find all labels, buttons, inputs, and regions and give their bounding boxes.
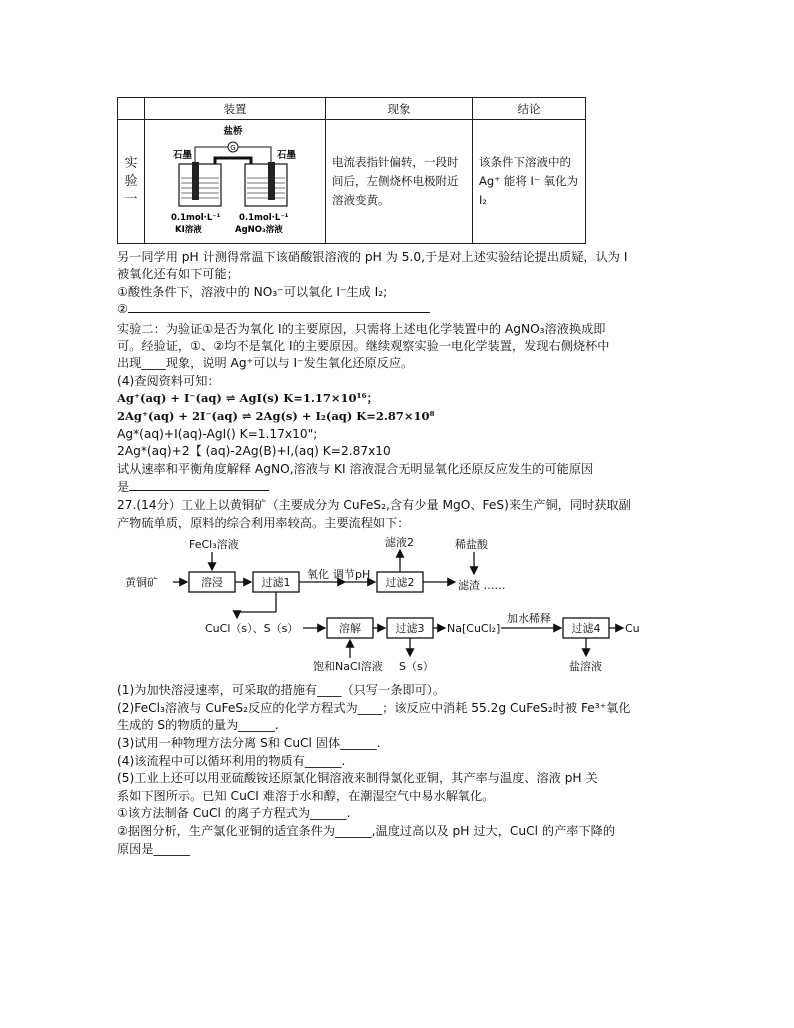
ocr-equation-one: Ag*(aq)+I(aq)-AgI() K=1.17x10"; bbox=[117, 427, 318, 441]
subquestion-3: (3)试用一种物理方法分离 S和 CuCl 固体______. bbox=[117, 736, 381, 750]
subquestion-5a: (5)工业上还可以用亚硫酸铵还原氯化铜溶液来制得氯化亚铜，其产率与温度、溶液 pH 关 bbox=[117, 771, 598, 785]
salt-bridge-label: 盐桥 bbox=[223, 126, 243, 137]
adjust-ph-label: 调节pH bbox=[333, 568, 371, 581]
possibility-one: ①酸性条件下，溶液中的 NO₃⁻可以氧化 I⁻生成 I₂; bbox=[117, 285, 388, 299]
phenomenon-cell bbox=[326, 120, 473, 244]
sulfur-label: S（s） bbox=[399, 660, 434, 673]
possibility-two bbox=[117, 302, 430, 317]
table-header-phenomenon: 现象 bbox=[326, 98, 473, 120]
dilute-acid-label: 稀盐酸 bbox=[455, 538, 488, 551]
oxidize-label: 氧化 bbox=[307, 568, 329, 581]
nacl-label: 饱和NaCl溶液 bbox=[313, 660, 383, 673]
explain-prompt: 试从速率和平衡角度解释 AgNO,溶液与 KI 溶液混合无明显氧化还原反应发生的可能原因 bbox=[117, 462, 594, 476]
table-row bbox=[118, 120, 586, 244]
electrochemical-cell-diagram bbox=[145, 120, 323, 240]
subquestion-2b: 生成的 S的物质的量为______. bbox=[117, 718, 279, 732]
subquestion-7b: 原因是______ bbox=[117, 842, 191, 856]
reference-data-heading: (4)查阅资料可知： bbox=[117, 374, 220, 388]
left-electrode-label: 石墨 bbox=[173, 150, 193, 161]
answer-blank bbox=[129, 490, 269, 491]
filter3-label: 过滤3 bbox=[395, 622, 425, 635]
paragraph-question-a: 另一同学用 pH 计测得常温下该硝酸银溶液的 pH 为 5.0,于是对上述实验结论提出质疑，认为 I bbox=[117, 250, 628, 264]
equilibrium-equation-one: Ag⁺(aq) + I⁻(aq) ⇌ AgI(s) K=1.17×10¹⁶； bbox=[117, 391, 379, 405]
filter4-label: 过滤4 bbox=[571, 622, 601, 635]
process-flow-diagram bbox=[117, 532, 657, 682]
ocr-equation-two: 2Ag*(aq)+2【 (aq)-2Ag(B)+I,(aq) K=2.87x10 bbox=[117, 444, 391, 458]
explain-answer-label: 是 bbox=[117, 480, 130, 494]
table-header-blank bbox=[118, 98, 145, 120]
paragraph-question-b: 被氧化还有如下可能； bbox=[117, 267, 239, 281]
table-header-apparatus: 装置 bbox=[145, 98, 326, 120]
equilibrium-equation-two: 2Ag⁺(aq) + 2I⁻(aq) ⇌ 2Ag(s) + I₂(aq) K=2.87×10⁸ bbox=[117, 409, 435, 423]
possibility-two-label: ② bbox=[117, 302, 128, 316]
left-beaker bbox=[179, 164, 221, 206]
question-27-intro-a: 27.(14分）工业上以黄铜矿（主要成分为 CuFeS₂,含有少量 MgO、FeS)来生产铜，同时获取副 bbox=[117, 498, 631, 512]
left-concentration: 0.1mol·L⁻¹ bbox=[171, 213, 221, 223]
experiment-two-a: 实验二：为验证①是否为氧化 I的主要原因，只需将上述电化学装置中的 AgNO₃溶液换成即 bbox=[117, 322, 606, 336]
subquestion-2a: (2)FeCl₃溶液与 CuFeS₂反应的化学方程式为____；该反应中消耗 55.2g CuFeS₂时被 Fe³⁺氧化 bbox=[117, 701, 631, 715]
subquestion-1: (1)为加快溶浸速率，可采取的措施有____（只写一条即可）。 bbox=[117, 683, 446, 697]
right-beaker bbox=[245, 164, 287, 206]
cu-label: Cu bbox=[625, 622, 640, 635]
conclusion-text: 该条件下溶液中的 Ag⁺ 能将 I⁻ 氧化为 I₂ bbox=[479, 155, 579, 207]
residue-label: 滤渣 …… bbox=[458, 579, 506, 592]
solids-label: CuCl（s）、S（s） bbox=[205, 622, 299, 635]
subquestion-6: ①该方法制备 CuCl 的离子方程式为______. bbox=[117, 806, 351, 820]
filter1-label: 过滤1 bbox=[261, 576, 291, 589]
filtrate2-label: 滤液2 bbox=[385, 536, 414, 549]
experiment-table bbox=[117, 97, 586, 244]
conclusion-cell bbox=[473, 120, 586, 244]
row-label-experiment-one: 实验一 bbox=[118, 120, 145, 244]
galvanometer-label: G bbox=[230, 144, 236, 152]
right-solution-label: AgNO₃溶液 bbox=[235, 225, 283, 235]
left-graphite-electrode bbox=[192, 162, 199, 200]
ore-label: 黄铜矿 bbox=[125, 576, 158, 589]
filter2-label: 过滤2 bbox=[385, 576, 415, 589]
apparatus-cell bbox=[145, 120, 326, 244]
table-header-conclusion: 结论 bbox=[473, 98, 586, 120]
dilute-water-label: 加水稀释 bbox=[507, 612, 551, 625]
answer-blank bbox=[128, 312, 430, 313]
subquestion-5b: 系如下图所示。已知 CuCI 难溶于水和醇，在潮湿空气中易水解氧化。 bbox=[117, 789, 495, 803]
question-27-intro-b: 产物硫单质，原料的综合利用率较高。主要流程如下： bbox=[117, 516, 410, 530]
subquestion-7a: ②据图分析，生产氯化亚铜的适宜条件为______,温度过高以及 pH 过大，CuCl 的产率下降的 bbox=[117, 824, 616, 838]
left-solution-label: KI溶液 bbox=[175, 225, 202, 235]
experiment-two-b: 可。经验证，①、②均不是氧化 I的主要原因。继续观察实验一电化学装置，发现右侧烧杯中 bbox=[117, 339, 610, 353]
phenomenon-text: 电流表指针偏转，一段时间后，左侧烧杯电极附近溶液变黄。 bbox=[332, 155, 459, 207]
brine-label: 盐溶液 bbox=[569, 660, 602, 673]
right-electrode-label: 石墨 bbox=[277, 150, 297, 161]
leach-label: 溶浸 bbox=[201, 576, 223, 589]
dissolve-label: 溶解 bbox=[339, 622, 361, 635]
subquestion-4: (4)该流程中可以循环利用的物质有______. bbox=[117, 754, 346, 768]
experiment-two-c: 出现____现象，说明 Ag⁺可以与 I⁻发生氧化还原反应。 bbox=[117, 356, 414, 370]
explain-answer-line bbox=[117, 480, 269, 495]
table-header-row bbox=[118, 98, 586, 120]
right-graphite-electrode bbox=[268, 162, 275, 200]
fecl3-label: FeCl₃溶液 bbox=[189, 538, 239, 551]
right-concentration: 0.1mol·L⁻¹ bbox=[239, 213, 289, 223]
complex-label: Na[CuCl₂] bbox=[447, 622, 501, 635]
